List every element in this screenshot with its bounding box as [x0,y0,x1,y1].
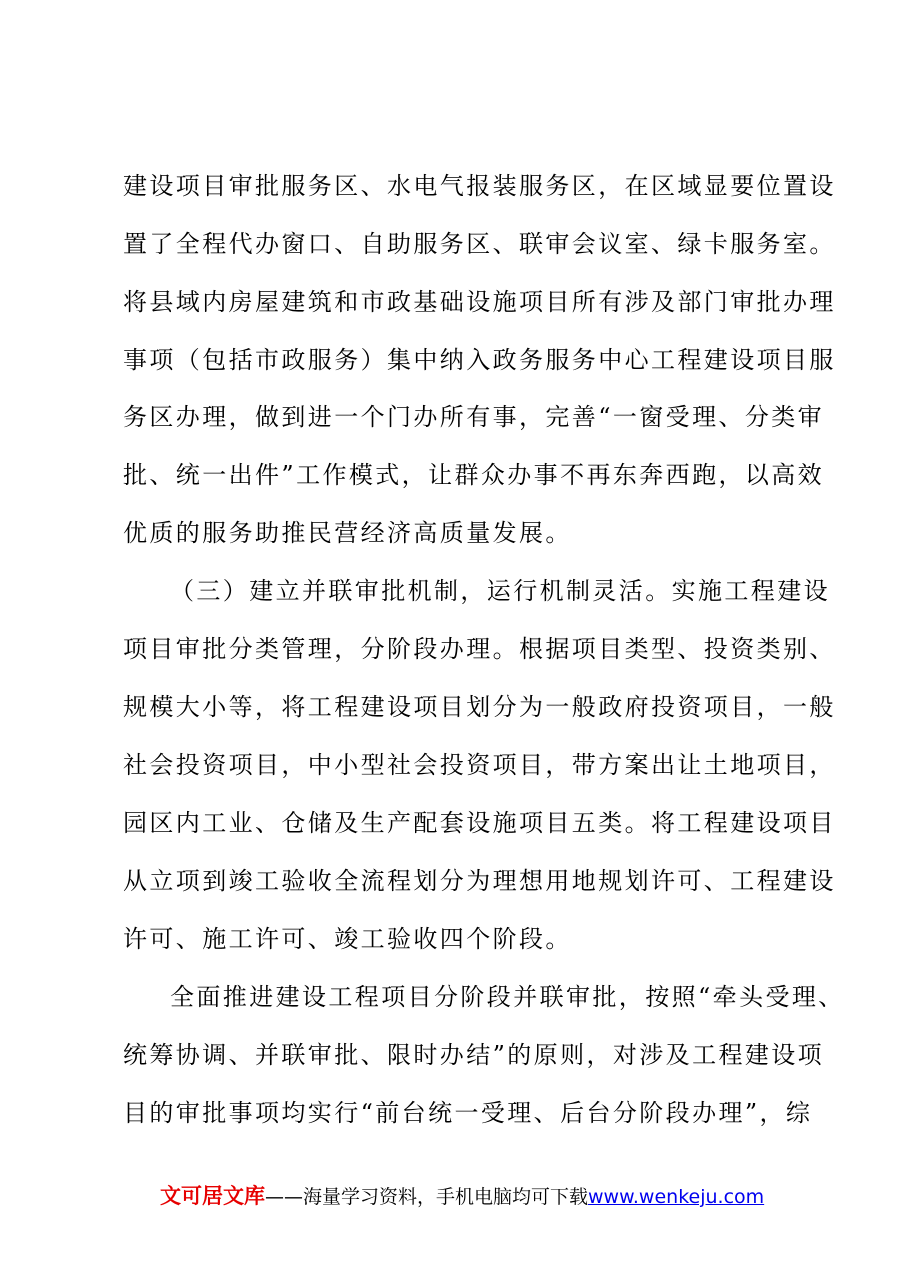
body-line-9: 项目审批分类管理，分阶段办理。根据项目类型、投资类别、 [123,635,836,663]
body-line-14: 许可、施工许可、竣工验收四个阶段。 [123,925,572,953]
body-line-10: 规模大小等，将工程建设项目划分为一般政府投资项目，一般 [123,693,836,721]
body-line-16: 统筹协调、并联审批、限时办结”的原则，对涉及工程建设项 [123,1041,825,1069]
footer-tagline: ——海量学习资料，手机电脑均可下载 [265,1186,589,1208]
body-line-2: 置了全程代办窗口、自助服务区、联审会议室、绿卡服务室。 [123,230,836,258]
body-line-12: 园区内工业、仓储及生产配套设施项目五类。将工程建设项目 [123,809,836,837]
brand-name: 文可居文库 [160,1184,265,1208]
body-line-11: 社会投资项目，中小型社会投资项目，带方案出让土地项目， [123,751,836,779]
body-line-7: 优质的服务助推民营经济高质量发展。 [123,519,572,547]
body-line-1: 建设项目审批服务区、水电气报装服务区，在区域显要位置设 [123,172,836,200]
paragraph-start-line: 全面推进建设工程项目分阶段并联审批，按照“牵头受理、 [170,983,845,1011]
footer-banner [160,1183,764,1210]
body-line-6: 批、统一出件”工作模式，让群众办事不再东奔西跑，以高效 [123,461,825,489]
body-line-3: 将县域内房屋建筑和市政基础设施项目所有涉及部门审批办理 [123,288,836,316]
body-line-4: 事项（包括市政服务）集中纳入政务服务中心工程建设项目服 [123,346,836,374]
body-line-17: 目的审批事项均实行“前台统一受理、后台分阶段办理”，综 [123,1099,813,1127]
body-line-13: 从立项到竣工验收全流程划分为理想用地规划许可、工程建设 [123,867,836,895]
body-line-5: 务区办理，做到进一个门办所有事，完善“一窗受理、分类审 [123,403,825,431]
section-heading-line: （三）建立并联审批机制，运行机制灵活。实施工程建设 [170,577,830,605]
website-link[interactable]: www.wenkeju.com [588,1186,765,1208]
